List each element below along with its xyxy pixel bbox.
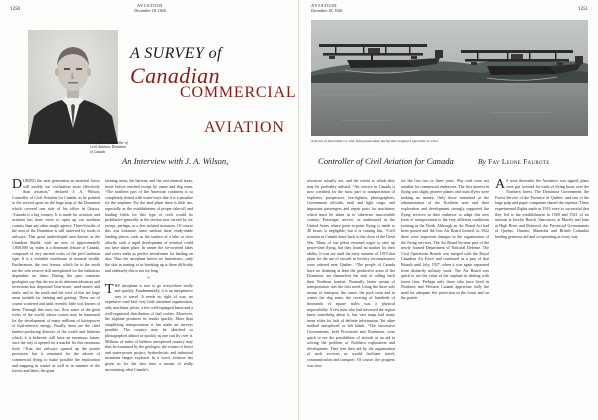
article-title-line-1 (130, 45, 299, 89)
right-column-3-text: S soon thereafter the Armistice was signed, plans were put forward for trials of flying boats over the Northern forest. The Dominion Government, the Forest Service of the Province of Quebec, and one of the large pulp and paper companies shared the expense. These experimental flights made in 1919 were so successful that they led to the establishment in 1920 and 1921 of air stations at Jericho Beach, Vancouver, at Morely and later at High River and Roberval, the Provincial Governments of Quebec, Ontario, Manitoba and British Columbia lending generous aid and co-operating in every way (495, 178, 589, 239)
right-column-1 (307, 178, 395, 414)
photo-caption: A picture of Laurentide Co. Ltd., flying boats taken during that company’s operations in 1924 (311, 139, 438, 143)
title-prefix: A SURVEY of (130, 45, 222, 62)
title-aviation: AVIATION (204, 119, 285, 136)
deck-intro: An Interview with J. A. Wilson, (122, 156, 229, 166)
left-folio: 1250 (10, 7, 20, 12)
drop-cap: T (105, 281, 114, 297)
title-canadian: Canadian (130, 63, 220, 88)
byline-by: By (478, 157, 487, 166)
section-ornament: ✳ (146, 275, 152, 281)
left-column-1 (12, 178, 100, 414)
byline-author: Fay Leone Faurote (488, 158, 550, 166)
flying-boats-photo (311, 20, 588, 136)
left-column-1-text: URING the next generation no material factor will modify our civilization more effectively than aviation,” declared J. A. Wilson, Controller of Civil Aviation for Canada, as he pointed to the several spots on the large map of the Dominion which covered one side of his office in Ottawa. “Canada is a big country. It is made for aviation, and aviation has done more to open up our northern country than any other single agency. Three-fourths of the area of the Dominion is still unserved by roads or railways. That great undeveloped area known as the Canadian Shield, with an area of approximately 1,800,000 sq. miles is a dominant feature of Canada, composed of very ancient rocks of the pre-Cambrian type. It is a veritable storehouse of mineral wealth. Furthermore, the vast forests, which lie to the north are the sole reserve still unexploited for the industries dependent on them. During the past centuries geologists say that the sea in its alternate advances and recessions has deposited lime-stone, sand-stones and shale, and to the south and the west of this are large areas suitable for farming and grazing. These are of course scattered and until recently little was known of them. Through this area, too, flow some of the great rivers of the world, whose waters may be harnessed for the development of many millions of horsepower of hydroelectric energy. Finally, there are the chief lumber-producing districts of the world and fisheries which, it is believed, will have an enormous future, once the way is opened for a market for this enormous food. “True, the railways opened up the prairie provinces, but it remained for the advent of commercial flying to make possible the exploration and mapping in winter as well as in summer of the forests and lakes, the great (12, 178, 100, 374)
left-column-2-text: farming areas, the barrens, and the vast mineral areas, never before reached except by canoe and dog team. “The northern part of the American continent is so completely dotted with water-ways that it is a paradise for the seaplane. For the land plane there is little use, especially as the establishment of proper take-off and landing fields for this type of craft would be prohibitive generally in the section now served by air, except, perhaps, in a few isolated instances. Of course this was fortunate, since without these ready-made landing places, such as the surface of a lake or river affords, such a rapid development of aviation could not have taken place. In winter the ice-covered lakes and rivers make as perfect aerodromes for landing on skis. Thus the aeroplane knows no limitations—only the skis in turning or in breaking up is there difficulty and ordinarily this is not for long. (105, 178, 193, 273)
left-magazine-name: AVIATION (136, 3, 164, 8)
right-magazine-name: AVIATION (311, 3, 338, 8)
deck-role: Controller of Civil Aviation for Canada (318, 156, 454, 166)
left-issue-date: December 18, 1926 (134, 7, 166, 13)
title-commercial: COMMERCIAL (180, 84, 297, 101)
right-issue-date: December 18, 1926 (311, 7, 343, 13)
drop-cap: A (495, 178, 506, 192)
right-folio: 1251 (578, 7, 588, 12)
right-column-2-text: for the first two or three years. War craft were not suitable for commercial endeavors. The first interest in flying was slight, pioneer planes and stunt flyers were making no money. Only those interested in the administration of the Northern area and their exploration and development strongly supported the flying services in their endeavor to adapt this new form of transportation to the very different conditions existing in the North. Although an Air Board Act had been passed and the first Air Board formed, in 1922 there were important changes in the organization of the flying services. The Air Board became part of the newly formed Department of National Defense. The Civil Operations Branch was merged with the Royal Canadian Air Force and continued as a part of that Branch until July, 1927, when it was again separated from distinctly military work. The Air Board was quick to see the value of the airplane in dealing with forest fires. Perhaps only those who have lived in Northern and Western Canada appreciate fully the need for adequate fire protection in the forest and on the prairie. (401, 178, 489, 301)
drop-cap: D (12, 178, 23, 192)
left-column-2 (105, 178, 193, 414)
left-column-2b-text: HE aeroplane is true to go everywhere easily and quickly. Fundamentally, it is an inexpensive way to travel. It needs no right of way, no expensive road bed, very little attendant organization, only machines, pilots, a few well-equipped bases and a well-organized distribution of fuel caches. Moreover, the airplane produces its results quickly. More than simplifying transportation, it has made air surveys possible. The country may be sketched or photographed almost as quickly as one can fly over it. Millions of miles of hitherto unexplored country may thus be examined by the geologist, the cruiser of forest and water-power project, hydroelectric and industrial mountain ranges explored. In a word, aviation has given us for the first time a means of really ascertaining what Canada’s (105, 282, 193, 372)
right-column-1-text: resources actually are, and the extent to which they may be profitably utilized. “Air service in Canada is now confined for the most part to transportation of explorers, prospectors, fire-fighters, photographers, Government officials, mail and light cargo, and important passengers and repair parts for machinery which must be taken in to otherwise inaccessible country. Passenger service, as understood in the United States where point-to-point flying is made to 48 hours, is negligible; but it is coming fast. “Civil aviation in Canada dates back to the close of the Great War. Many of our pilots returned eager to take up peace-time flying, but they found no market for their ability. It was not until the early summer of 1919 that plans for the use of aircraft in forestry reconnaissance were ordered near Quebec. “The people of Canada have no doubting at least the productive areas of the Dominion, are themselves the task of rolling back their Northern frontier. Normally, better means of transportation was the first need. Using the three sole means of transport, the canoe, the pack train and in winter the dog team, the covering of hundreds of thousands of square miles was a physical impossibility. A few men who had traversed the region knew something about it, but vast maps had many areas white for lack of definite information. Yet other marked unexplored or left blank. “The successive Governments, both Provincial and Dominion, were quick to see the possibilities of aircraft as an aid in solving the problem of Northern exploration and development. They lent their aid by the organization of such services as would facilitate travel, communication and transport. Of course, the progress was slow (307, 178, 395, 368)
right-running-head (311, 4, 381, 13)
portrait-caption: J. A. Wilson, Controller of Civil Aviation, Dominion of Canada (90, 141, 128, 154)
right-column-2 (401, 178, 489, 414)
left-running-head (112, 4, 188, 13)
right-column-3 (495, 178, 589, 414)
deck-byline (478, 156, 550, 166)
right-page (299, 0, 598, 420)
portrait-photo (28, 30, 118, 144)
